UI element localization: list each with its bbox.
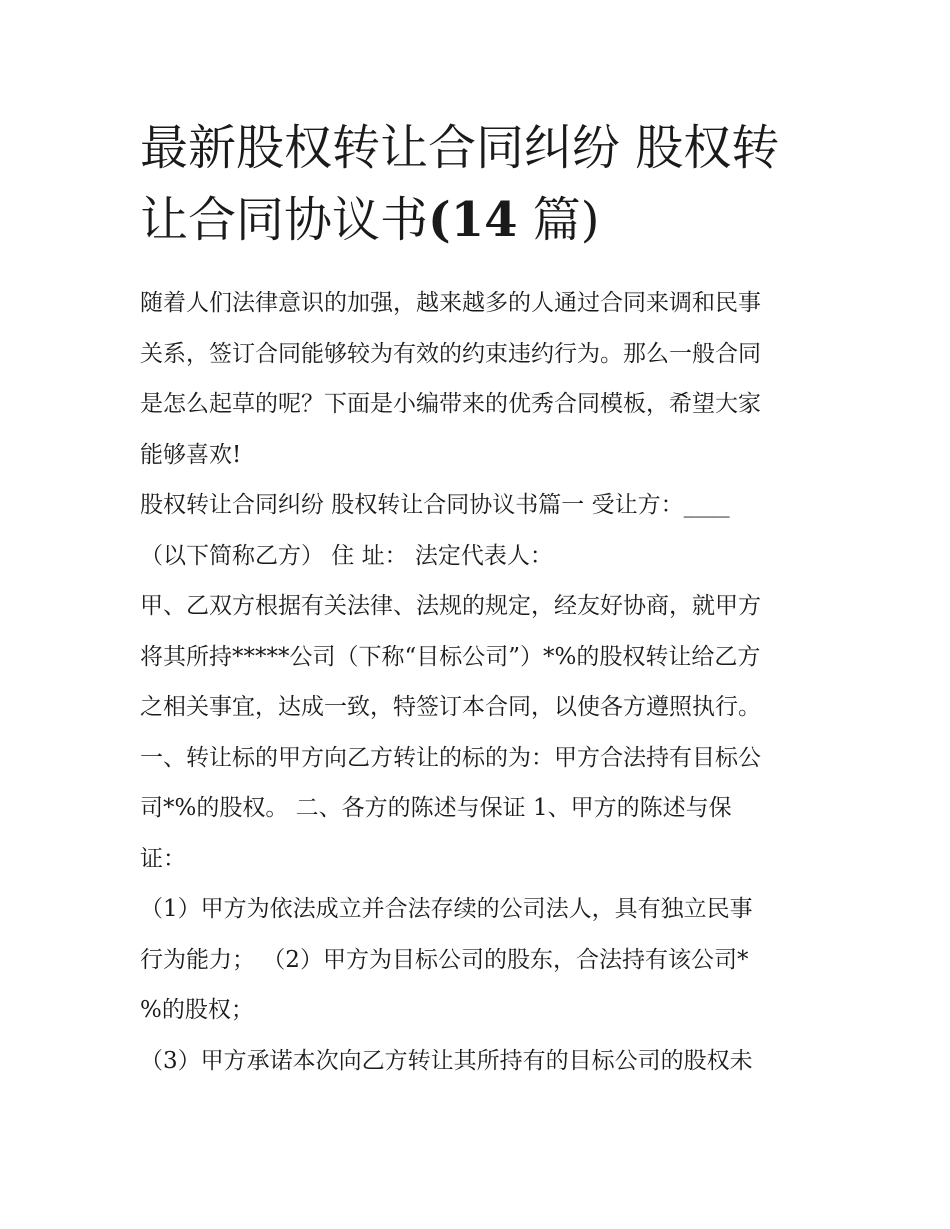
body-line: 一、转让标的甲方向乙方转让的标的为：甲方合法持有目标公 [140, 744, 761, 771]
document-body [140, 278, 820, 1086]
body-line: 是怎么起草的呢？下面是小编带来的优秀合同模板，希望大家 [140, 391, 761, 417]
title-line-2-suffix: 篇) [517, 192, 600, 248]
title-line-2-count: (14 [428, 192, 518, 248]
body-line: 证： [140, 845, 186, 872]
body-line: （3）甲方承诺本次向乙方转让其所持有的目标公司的股权未 [140, 1047, 753, 1074]
body-line: （1）甲方为依法成立并合法存续的公司法人，具有独立民事 [140, 896, 753, 922]
body-line: 司*%的股权。 二、各方的陈述与保证 1、甲方的陈述与保 [140, 795, 732, 821]
body-line: 行为能力； （2）甲方为目标公司的股东，合法持有该公司* [140, 946, 749, 973]
body-line: %的股权； [140, 997, 254, 1023]
body-line: 甲、乙双方根据有关法律、法规的规定，经友好协商，就甲方 [140, 593, 761, 619]
body-line: 能够喜欢! [140, 441, 242, 468]
body-line: 股权转让合同纠纷 股权转让合同协议书篇一 受让方：____ [140, 492, 730, 518]
title-line-2-text: 让合同协议书 [140, 192, 429, 248]
title-line-1: 最新股权转让合同纠纷 股权转 [140, 120, 780, 176]
body-line: 随着人们法律意识的加强，越来越多的人通过合同来调和民事 [140, 290, 761, 316]
body-line: （以下简称乙方） 住 址： 法定代表人： [140, 542, 553, 569]
body-line: 之相关事宜，达成一致，特签订本合同，以使各方遵照执行。 [140, 694, 761, 720]
body-line: 将其所持*****公司（下称“目标公司”）*%的股权转让给乙方 [140, 643, 761, 670]
body-line: 关系，签订合同能够较为有效的约束违约行为。那么一般合同 [140, 340, 761, 367]
document-title [140, 112, 820, 256]
title-line-2 [140, 184, 820, 256]
